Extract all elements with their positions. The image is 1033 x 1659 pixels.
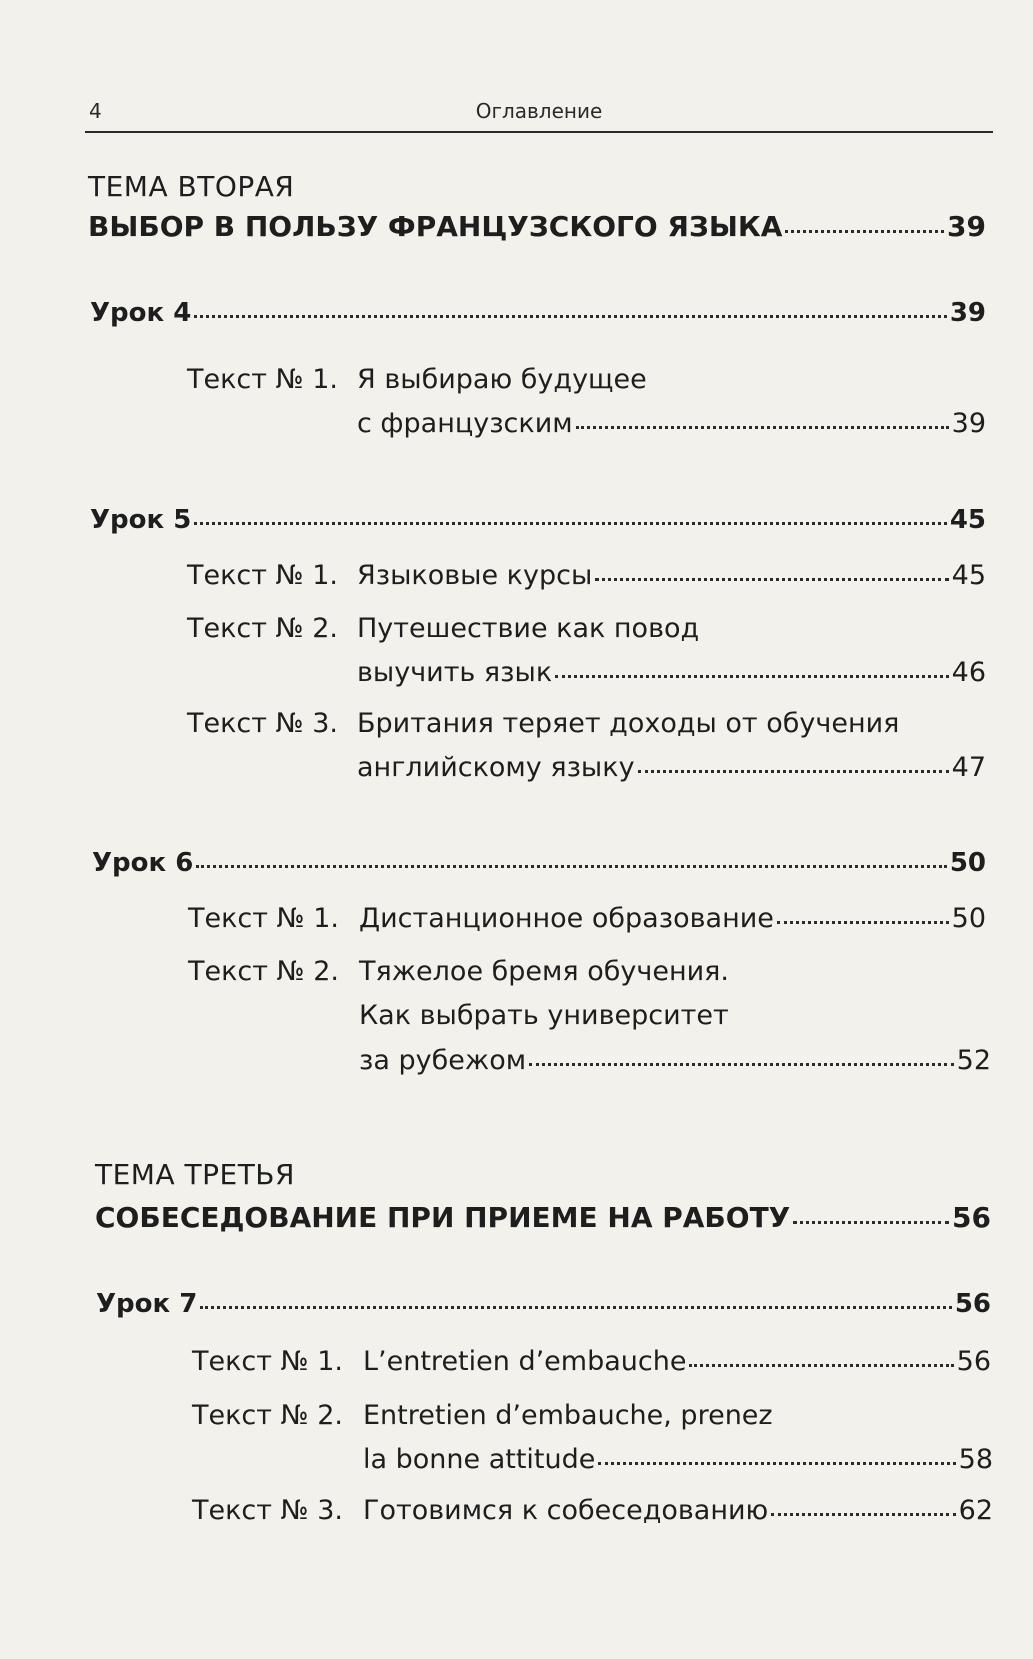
text-title-line: английскому языку: [357, 752, 635, 783]
page-ref: 62: [958, 1495, 993, 1526]
text-entry-row[interactable]: [357, 752, 986, 783]
text-entry-row[interactable]: [359, 1045, 991, 1076]
text-title-line: Я выбираю будущее: [357, 364, 647, 395]
dot-leader: [793, 1221, 949, 1224]
dot-leader: [529, 1063, 954, 1066]
lesson-row[interactable]: [90, 505, 986, 535]
page-ref: 39: [949, 298, 986, 328]
topic-label: ТЕМА ТРЕТЬЯ: [95, 1158, 295, 1191]
text-title-line: Британия теряет доходы от обучения: [357, 708, 900, 739]
topic-title: ВЫБОР В ПОЛЬЗУ ФРАНЦУЗСКОГО ЯЗЫКА: [88, 210, 783, 243]
page-ref: 39: [947, 210, 986, 243]
page-number: 4: [89, 99, 102, 123]
dot-leader: [771, 1513, 955, 1516]
text-number: Текст № 1.: [187, 364, 338, 395]
dot-leader: [595, 578, 948, 581]
text-entry-row[interactable]: [357, 560, 986, 591]
lesson-row[interactable]: [92, 848, 986, 878]
lesson-label: Урок 7: [96, 1289, 198, 1319]
page-ref: 50: [951, 903, 986, 934]
dot-leader: [689, 1364, 953, 1367]
topic-title-row[interactable]: [95, 1201, 991, 1234]
text-title-line: Как выбрать университет: [359, 1000, 729, 1031]
dot-leader: [555, 675, 948, 678]
dot-leader: [777, 921, 949, 924]
page-ref: 56: [956, 1346, 991, 1377]
text-entry-row[interactable]: [357, 408, 986, 439]
page-ref: 50: [949, 848, 986, 878]
page-ref: 46: [951, 657, 986, 688]
text-number: Текст № 1.: [192, 1346, 343, 1377]
text-title-line: выучить язык: [357, 657, 553, 688]
dot-leader: [638, 770, 949, 773]
text-title-line: Готовимся к собеседованию: [363, 1495, 769, 1526]
running-title: Оглавление: [475, 99, 603, 123]
text-title-line: la bonne attitude: [363, 1444, 596, 1475]
dot-leader: [194, 522, 947, 525]
topic-title: СОБЕСЕДОВАНИЕ ПРИ ПРИЕМЕ НА РАБОТУ: [95, 1201, 791, 1234]
text-number: Текст № 1.: [187, 560, 338, 591]
lesson-row[interactable]: [96, 1289, 991, 1319]
text-title-line: Языковые курсы: [357, 560, 593, 591]
text-title-line: Путешествие как повод: [357, 613, 700, 644]
dot-leader: [576, 426, 949, 429]
text-number: Текст № 3.: [187, 708, 338, 739]
text-number: Текст № 3.: [192, 1495, 343, 1526]
page-header: [85, 95, 993, 133]
dot-leader: [598, 1462, 955, 1465]
lesson-row[interactable]: [90, 298, 986, 328]
page-ref: 45: [951, 560, 986, 591]
page-ref: 47: [951, 752, 986, 783]
page-ref: 56: [952, 1201, 991, 1234]
text-title-line: с французским: [357, 408, 573, 439]
topic-title-row[interactable]: [88, 210, 986, 243]
topic-label: ТЕМА ВТОРАЯ: [88, 170, 295, 203]
lesson-label: Урок 6: [92, 848, 194, 878]
dot-leader: [200, 1306, 952, 1309]
text-entry-row[interactable]: [363, 1346, 991, 1377]
text-entry-row[interactable]: [363, 1444, 993, 1475]
page-ref: 52: [956, 1045, 991, 1076]
dot-leader: [196, 865, 947, 868]
dot-leader: [194, 315, 947, 318]
dot-leader: [785, 230, 944, 233]
text-number: Текст № 1.: [188, 903, 339, 934]
text-title-line: Тяжелое бремя обучения.: [359, 956, 729, 987]
text-number: Текст № 2.: [187, 613, 338, 644]
page-ref: 58: [958, 1444, 993, 1475]
text-entry-row[interactable]: [359, 903, 986, 934]
lesson-label: Урок 4: [90, 298, 192, 328]
text-title-line: за рубежом: [359, 1045, 527, 1076]
page-ref: 45: [949, 505, 986, 535]
lesson-label: Урок 5: [90, 505, 192, 535]
text-entry-row[interactable]: [363, 1495, 993, 1526]
text-number: Текст № 2.: [192, 1400, 343, 1431]
text-number: Текст № 2.: [188, 956, 339, 987]
text-title-line: Entretien d’embauche, prenez: [363, 1400, 773, 1431]
text-title-line: L’entretien d’embauche: [363, 1346, 687, 1377]
page-ref: 39: [951, 408, 986, 439]
text-title-line: Дистанционное образование: [359, 903, 774, 934]
page-ref: 56: [954, 1289, 991, 1319]
text-entry-row[interactable]: [357, 657, 986, 688]
